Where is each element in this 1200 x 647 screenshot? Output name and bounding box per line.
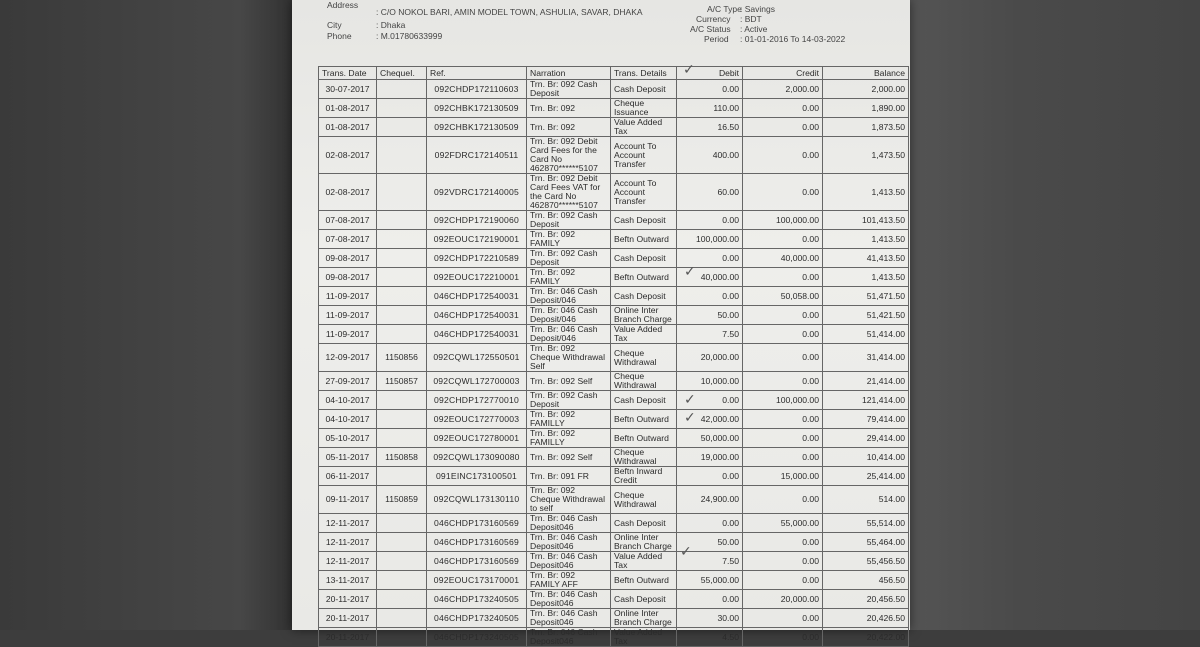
cell-balance: 514.00 [823,486,909,514]
cell-balance: 41,413.50 [823,249,909,268]
cell-narration: Trn. Br: 092 FAMILY [527,268,611,287]
cell-credit: 0.00 [743,137,823,174]
cell-narration: Trn. Br: 092 Debit Card Fees VAT for the Card No 462870******5107 [527,174,611,211]
cell-cheque [377,571,427,590]
cell-date: 01-08-2017 [319,118,377,137]
cell-ref: 092CQWL173130110 [427,486,527,514]
cell-details: Cheque Withdrawal [611,448,677,467]
cell-debit: 0.00 [677,211,743,230]
cell-narration: Trn. Br: 046 Cash Deposit046 [527,609,611,628]
cell-credit: 0.00 [743,306,823,325]
cell-narration: Trn. Br: 092 FAMILY AFF [527,571,611,590]
cell-date: 05-11-2017 [319,448,377,467]
cell-credit: 0.00 [743,372,823,391]
ac-status-value: : Active [740,24,768,34]
table-row [319,287,909,306]
cell-credit: 0.00 [743,533,823,552]
cell-credit: 0.00 [743,571,823,590]
table-row [319,344,909,372]
cell-ref: 092EOUC172210001 [427,268,527,287]
cell-credit: 0.00 [743,552,823,571]
cell-cheque [377,211,427,230]
cell-credit: 0.00 [743,609,823,628]
cell-date: 02-08-2017 [319,137,377,174]
cell-credit: 15,000.00 [743,467,823,486]
city-value: : Dhaka [376,20,406,30]
cell-date: 06-11-2017 [319,467,377,486]
table-row [319,325,909,344]
cell-ref: 046CHDP173240505 [427,590,527,609]
cell-balance: 20,422.00 [823,628,909,647]
table-row [319,99,909,118]
cell-debit: 30.00 [677,609,743,628]
cell-credit: 0.00 [743,429,823,448]
col-header-credit: Credit [743,67,823,80]
table-row [319,80,909,99]
cell-narration: Trn. Br: 046 Cash Deposit/046 [527,287,611,306]
cell-details: Cash Deposit [611,249,677,268]
cell-debit: 0.00 [677,249,743,268]
cell-debit: 60.00 [677,174,743,211]
table-row [319,230,909,249]
cell-balance: 55,456.50 [823,552,909,571]
cell-credit: 40,000.00 [743,249,823,268]
cell-debit: 0.00 [677,467,743,486]
cell-date: 02-08-2017 [319,174,377,211]
cell-cheque [377,410,427,429]
city-label: City [327,20,342,30]
cell-cheque [377,590,427,609]
cell-date: 20-11-2017 [319,609,377,628]
cell-balance: 20,426.50 [823,609,909,628]
cell-ref: 092CQWL172700003 [427,372,527,391]
cell-cheque [377,429,427,448]
cell-date: 30-07-2017 [319,80,377,99]
cell-details: Beftn Outward [611,571,677,590]
cell-date: 04-10-2017 [319,391,377,410]
cell-balance: 1,413.50 [823,230,909,249]
check-mark-icon: ✓ [683,62,695,78]
cell-balance: 456.50 [823,571,909,590]
cell-date: 09-11-2017 [319,486,377,514]
cell-debit: 42,000.00 [677,410,743,429]
cell-cheque [377,514,427,533]
cell-narration: Trn. Br: 046 Cash Deposit046 [527,590,611,609]
cell-debit: 0.00 [677,391,743,410]
cell-cheque [377,80,427,99]
cell-narration: Trn. Br: 092 [527,118,611,137]
cell-cheque: 1150859 [377,486,427,514]
cell-credit: 0.00 [743,174,823,211]
cell-cheque [377,268,427,287]
table-row [319,467,909,486]
cell-narration: Trn. Br: 092 FAMILLY [527,429,611,448]
cell-details: Cash Deposit [611,80,677,99]
col-header-details: Trans. Details [611,67,677,80]
table-row [319,590,909,609]
cell-balance: 2,000.00 [823,80,909,99]
cell-credit: 100,000.00 [743,391,823,410]
cell-ref: 046CHDP173160569 [427,514,527,533]
cell-credit: 2,000.00 [743,80,823,99]
cell-details: Account To Account Transfer [611,174,677,211]
cell-details: Value Added Tax [611,325,677,344]
cell-ref: 046CHDP172540031 [427,306,527,325]
cell-narration: Trn. Br: 092 Cash Deposit [527,80,611,99]
currency-value: : BDT [740,14,762,24]
address-label: Address [327,0,359,10]
check-mark-icon: ✓ [684,410,696,426]
cell-ref: 092CHDP172770010 [427,391,527,410]
cell-date: 01-08-2017 [319,99,377,118]
cell-ref: 092EOUC172770003 [427,410,527,429]
cell-details: Online Inter Branch Charge [611,306,677,325]
cell-debit: 100,000.00 [677,230,743,249]
cell-credit: 0.00 [743,486,823,514]
cell-balance: 55,514.00 [823,514,909,533]
cell-details: Value Added Tax [611,628,677,647]
cell-balance: 51,471.50 [823,287,909,306]
table-row [319,268,909,287]
cell-balance: 79,414.00 [823,410,909,429]
check-mark-icon: ✓ [680,544,692,560]
cell-ref: 092EOUC172190001 [427,230,527,249]
cell-date: 07-08-2017 [319,211,377,230]
cell-date: 20-11-2017 [319,628,377,647]
table-header-row [319,67,909,80]
cell-narration: Trn. Br: 092 Cash Deposit [527,391,611,410]
cell-cheque [377,467,427,486]
table-row [319,137,909,174]
table-row [319,609,909,628]
check-mark-icon: ✓ [684,264,696,280]
cell-credit: 0.00 [743,448,823,467]
table-row [319,552,909,571]
cell-narration: Trn. Br: 092 Cash Deposit [527,211,611,230]
table-row [319,514,909,533]
cell-credit: 0.00 [743,99,823,118]
cell-date: 12-09-2017 [319,344,377,372]
cell-balance: 1,413.50 [823,268,909,287]
cell-credit: 20,000.00 [743,590,823,609]
phone-label: Phone [327,31,352,41]
cell-date: 09-08-2017 [319,249,377,268]
cell-details: Cash Deposit [611,391,677,410]
cell-debit: 0.00 [677,287,743,306]
cell-cheque [377,230,427,249]
cell-ref: 092CQWL172550501 [427,344,527,372]
cell-details: Cheque Withdrawal [611,372,677,391]
table-row [319,249,909,268]
cell-date: 12-11-2017 [319,514,377,533]
cell-cheque [377,118,427,137]
cell-ref: 046CHDP172540031 [427,287,527,306]
ac-type-value: : Savings [740,4,775,14]
cell-cheque: 1150858 [377,448,427,467]
cell-ref: 046CHDP173240505 [427,609,527,628]
cell-debit: 400.00 [677,137,743,174]
cell-details: Online Inter Branch Charge [611,533,677,552]
col-header-cheque: ChequeI. [377,67,427,80]
cell-ref: 046CHDP173160569 [427,533,527,552]
table-row [319,628,909,647]
cell-cheque [377,552,427,571]
cell-credit: 0.00 [743,118,823,137]
cell-balance: 20,456.50 [823,590,909,609]
background-right [900,0,1200,630]
cell-debit: 0.00 [677,590,743,609]
cell-date: 12-11-2017 [319,552,377,571]
cell-cheque: 1150857 [377,372,427,391]
cell-cheque [377,99,427,118]
cell-ref: 092CQWL173090080 [427,448,527,467]
cell-debit: 4.50 [677,628,743,647]
table-row [319,211,909,230]
cell-narration: Trn. Br: 046 Cash Deposit046 [527,533,611,552]
cell-debit: 16.50 [677,118,743,137]
cell-date: 13-11-2017 [319,571,377,590]
cell-ref: 092CHBK172130509 [427,99,527,118]
cell-details: Cash Deposit [611,287,677,306]
cell-narration: Trn. Br: 092 Debit Card Fees for the Card No 462870******5107 [527,137,611,174]
cell-details: Cash Deposit [611,514,677,533]
cell-credit: 0.00 [743,344,823,372]
cell-narration: Trn. Br: 091 FR [527,467,611,486]
table-row [319,118,909,137]
cell-ref: 092EOUC173170001 [427,571,527,590]
cell-date: 11-09-2017 [319,287,377,306]
cell-ref: 092FDRC172140511 [427,137,527,174]
cell-balance: 55,464.00 [823,533,909,552]
period-label: Period [704,34,729,44]
cell-ref: 092CHDP172210589 [427,249,527,268]
cell-balance: 1,890.00 [823,99,909,118]
cell-details: Value Added Tax [611,118,677,137]
cell-narration: Trn. Br: 046 Cash Deposit046 [527,552,611,571]
table-row [319,174,909,211]
cell-credit: 0.00 [743,410,823,429]
cell-ref: 092CHBK172130509 [427,118,527,137]
cell-balance: 51,421.50 [823,306,909,325]
table-row [319,372,909,391]
cell-narration: Trn. Br: 092 Self [527,372,611,391]
cell-balance: 101,413.50 [823,211,909,230]
col-header-narration: Narration [527,67,611,80]
cell-ref: 046CHDP173160569 [427,552,527,571]
cell-details: Cheque Withdrawal [611,486,677,514]
cell-narration: Trn. Br: 092 Cash Deposit [527,249,611,268]
col-header-debit: Debit [677,67,743,80]
cell-details: Online Inter Branch Charge [611,609,677,628]
cell-ref: 046CHDP173240505 [427,628,527,647]
cell-cheque [377,533,427,552]
cell-narration: Trn. Br: 046 Cash Deposit/046 [527,325,611,344]
cell-debit: 50,000.00 [677,429,743,448]
cell-details: Beftn Outward [611,410,677,429]
cell-cheque [377,174,427,211]
cell-credit: 0.00 [743,325,823,344]
cell-cheque [377,391,427,410]
cell-balance: 1,873.50 [823,118,909,137]
cell-cheque [377,628,427,647]
cell-details: Beftn Outward [611,230,677,249]
cell-balance: 10,414.00 [823,448,909,467]
cell-narration: Trn. Br: 092 Self [527,448,611,467]
cell-date: 12-11-2017 [319,533,377,552]
table-row [319,306,909,325]
cell-date: 20-11-2017 [319,590,377,609]
cell-cheque [377,287,427,306]
address-value: : C/O NOKOL BARI, AMIN MODEL TOWN, ASHULIA, SAVAR, DHAKA [376,7,643,17]
table-row [319,571,909,590]
cell-ref: 092CHDP172190060 [427,211,527,230]
cell-debit: 7.50 [677,552,743,571]
cell-debit: 50.00 [677,533,743,552]
cell-debit: 20,000.00 [677,344,743,372]
cell-narration: Trn. Br: 046 Cash Deposit/046 [527,306,611,325]
cell-ref: 092CHDP172110603 [427,80,527,99]
cell-narration: Trn. Br: 092 FAMILLY [527,410,611,429]
cell-cheque: 1150856 [377,344,427,372]
col-header-date: Trans. Date [319,67,377,80]
table-row [319,429,909,448]
cell-details: Cash Deposit [611,590,677,609]
cell-narration: Trn. Br: 046 Cash Deposit046 [527,628,611,647]
cell-credit: 0.00 [743,628,823,647]
cell-credit: 100,000.00 [743,211,823,230]
phone-value: : M.01780633999 [376,31,443,41]
cell-cheque [377,306,427,325]
cell-ref: 046CHDP172540031 [427,325,527,344]
cell-date: 04-10-2017 [319,410,377,429]
table-row [319,533,909,552]
col-header-balance: Balance [823,67,909,80]
cell-debit: 50.00 [677,306,743,325]
cell-narration: Trn. Br: 092 [527,99,611,118]
cell-debit: 7.50 [677,325,743,344]
table-row [319,486,909,514]
cell-narration: Trn. Br: 046 Cash Deposit046 [527,514,611,533]
cell-debit: 40,000.00 [677,268,743,287]
check-mark-icon: ✓ [684,392,696,408]
cell-balance: 1,473.50 [823,137,909,174]
currency-label: Currency [696,14,731,24]
ac-status-label: A/C Status [690,24,731,34]
table-row [319,448,909,467]
cell-narration: Trn. Br: 092 FAMILY [527,230,611,249]
cell-ref: 092EOUC172780001 [427,429,527,448]
statement-table [318,66,909,647]
cell-cheque [377,609,427,628]
cell-ref: 091EINC173100501 [427,467,527,486]
cell-balance: 25,414.00 [823,467,909,486]
cell-debit: 24,900.00 [677,486,743,514]
cell-debit: 0.00 [677,80,743,99]
cell-ref: 092VDRC172140005 [427,174,527,211]
cell-details: Cheque Withdrawal [611,344,677,372]
cell-balance: 1,413.50 [823,174,909,211]
cell-details: Cheque Issuance [611,99,677,118]
cell-debit: 110.00 [677,99,743,118]
cell-cheque [377,249,427,268]
cell-credit: 55,000.00 [743,514,823,533]
cell-balance: 51,414.00 [823,325,909,344]
cell-date: 11-09-2017 [319,306,377,325]
cell-date: 27-09-2017 [319,372,377,391]
cell-debit: 10,000.00 [677,372,743,391]
cell-cheque [377,137,427,174]
cell-details: Value Added Tax [611,552,677,571]
cell-cheque [377,325,427,344]
cell-narration: Trn. Br: 092 Cheque Withdrawal Self [527,344,611,372]
cell-balance: 121,414.00 [823,391,909,410]
cell-credit: 0.00 [743,230,823,249]
cell-date: 11-09-2017 [319,325,377,344]
cell-date: 07-08-2017 [319,230,377,249]
cell-debit: 55,000.00 [677,571,743,590]
cell-details: Beftn Outward [611,268,677,287]
cell-date: 09-08-2017 [319,268,377,287]
table-row [319,410,909,429]
cell-credit: 50,058.00 [743,287,823,306]
table-row [319,391,909,410]
cell-balance: 21,414.00 [823,372,909,391]
col-header-ref: Ref. [427,67,527,80]
background-left [0,0,300,630]
ac-type-label: A/C Type [707,4,742,14]
cell-details: Beftn Inward Credit [611,467,677,486]
cell-balance: 31,414.00 [823,344,909,372]
cell-narration: Trn. Br: 092 Cheque Withdrawal to self [527,486,611,514]
cell-details: Account To Account Transfer [611,137,677,174]
cell-credit: 0.00 [743,268,823,287]
cell-debit: 19,000.00 [677,448,743,467]
cell-details: Cash Deposit [611,211,677,230]
cell-date: 05-10-2017 [319,429,377,448]
cell-balance: 29,414.00 [823,429,909,448]
cell-details: Beftn Outward [611,429,677,448]
period-value: : 01-01-2016 To 14-03-2022 [740,34,846,44]
cell-debit: 0.00 [677,514,743,533]
